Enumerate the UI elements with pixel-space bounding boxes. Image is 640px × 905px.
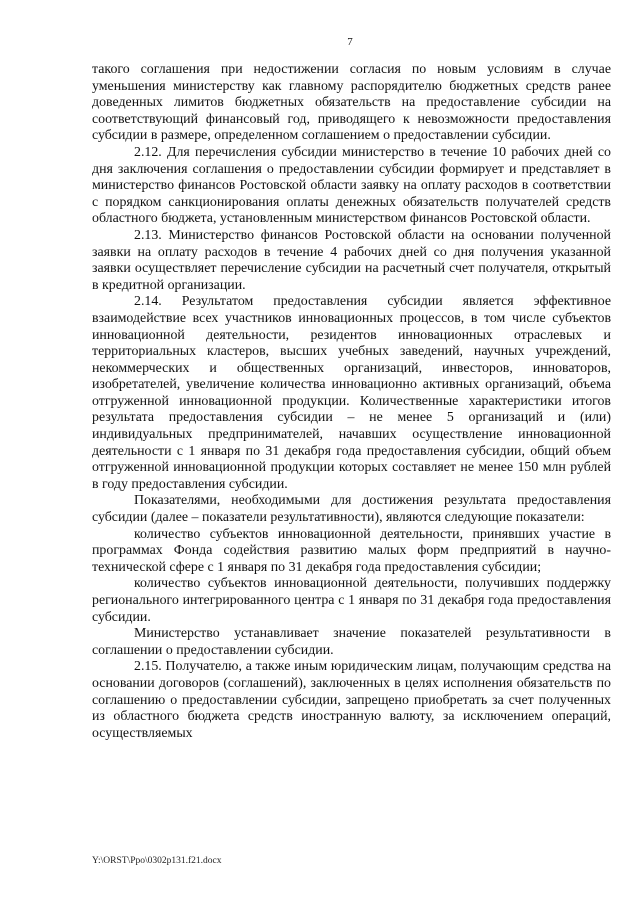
document-body (92, 62, 611, 742)
paragraph-indicator-2: количество субъектов инновационной деятельности, получивших поддержку регионального интегрированного центра с 1 января по 31 декабря года предоставления субсидии. (92, 576, 611, 625)
paragraph-2-14: 2.14. Результатом предоставления субсидии является эффективное взаимодействие всех участников инновационных процессов, в том числе субъектов инновационной деятельности, резидентов инновационных отраслевых и территориальных кластеров, высших учебных заведений, научных учреждений, некоммерческих и общественных организаций, инвесторов, инноваторов, изобретателей, увеличение количества инновационно активных организаций, объема отгруженной инновационной продукции. Количественные характеристики итогов результата предоставления субсидии – не менее 5 организаций и (или) индивидуальных предпринимателей, начавших осуществление инновационной деятельности с 1 января по 31 декабря года предоставления субсидии, общий объем отгруженной инновационной продукции которых составляет не менее 150 млн рублей в году предоставления субсидии. (92, 294, 611, 492)
footer-file-path: Y:\ORST\Ppo\0302p131.f21.docx (92, 856, 222, 866)
paragraph-indicators: Показателями, необходимыми для достижения результата предоставления субсидии (далее – показатели результативности), являются следующие показатели: (92, 493, 611, 526)
page-number: 7 (347, 36, 353, 48)
paragraph-2-12: 2.12. Для перечисления субсидии министерство в течение 10 рабочих дней со дня заключения соглашения о предоставлении субсидии формирует и представляет в министерство финансов Ростовской области заявку на оплату расходов в соответствии с порядком санкционирования оплаты денежных обязательств получателей средств областного бюджета, установленным министерством финансов Ростовской области. (92, 144, 611, 227)
paragraph-2-13: 2.13. Министерство финансов Ростовской области на основании полученной заявки на оплату расходов в течение 4 рабочих дней со дня получения указанной заявки осуществляет перечисление субсидии на расчетный счет получателя, открытый в кредитной организации. (92, 227, 611, 293)
paragraph-2-15: 2.15. Получателю, а также иным юридическим лицам, получающим средства на основании договоров (соглашений), заключенных в целях исполнения обязательств по соглашению о предоставлении субсидии, запрещено приобретать за счет полученных из областного бюджета средств иностранную валюту, за исключением операций, осуществляемых (92, 659, 611, 741)
paragraph-continuation: такого соглашения при недостижении согласия по новым условиям в случае уменьшения министерству как главному распорядителю бюджетных средств ранее доведенных лимитов бюджетных обязательств на предоставление субсидии на соответствующий финансовый год, приводящего к невозможности предоставления субсидии в размере, определенном соглашением о предоставлении субсидии. (92, 62, 611, 144)
paragraph-ministry-sets: Министерство устанавливает значение показателей результативности в соглашении о предоставлении субсидии. (92, 626, 611, 658)
paragraph-indicator-1: количество субъектов инновационной деятельности, принявших участие в программах Фонда содействия развитию малых форм предприятий в научно-технической сфере с 1 января по 31 декабря года предоставления субсидии; (92, 526, 611, 575)
